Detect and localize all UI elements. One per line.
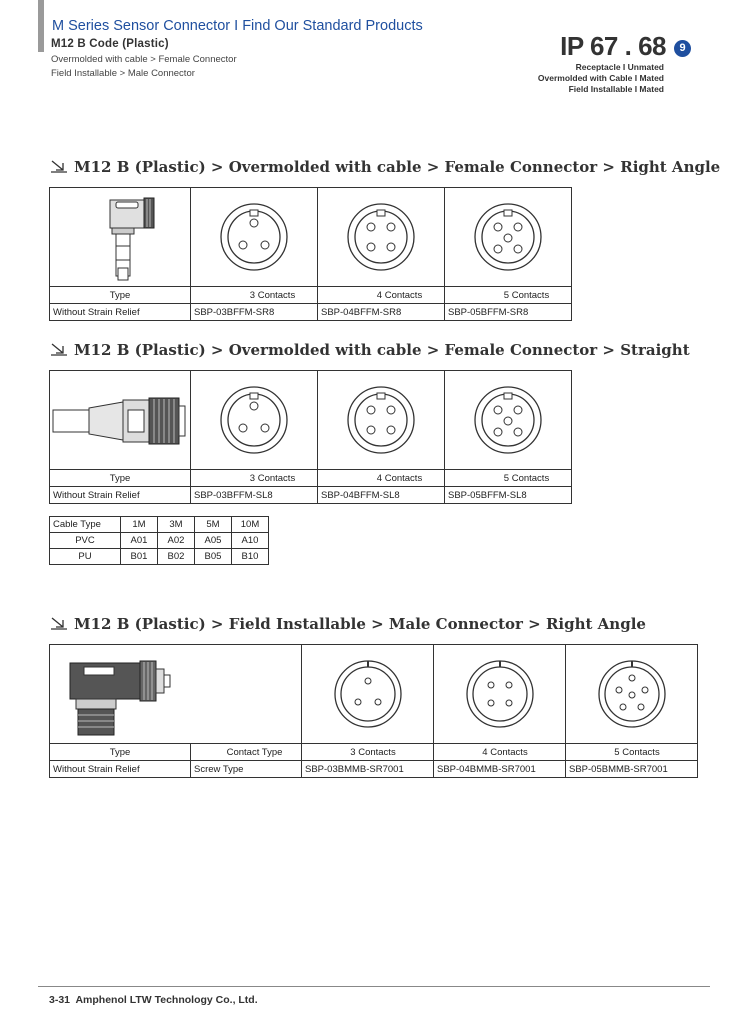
connector-image-cell [50,371,191,470]
page-number: 3-31 [49,994,71,1006]
pin-layout-cell [302,645,434,744]
table-row [50,549,269,565]
part-number: SBP-04BFFM-SL8 [318,487,445,504]
cable-code: B01 [121,549,158,565]
column-header: Type [50,470,191,487]
part-number: SBP-04BFFM-SR8 [318,304,445,321]
pin-layout-cell [318,371,445,470]
part-number: SBP-03BFFM-SR8 [191,304,318,321]
breadcrumb-overmolded: Overmolded with cable > Female Connector [51,54,237,65]
column-header: 3 Contacts [191,287,318,304]
pin-layout-cell [191,371,318,470]
cable-code: A02 [158,533,195,549]
product-table [49,370,572,504]
product-table [49,187,572,321]
right-angle-female-connector-icon [70,190,170,284]
part-number: SBP-04BMMB-SR7001 [434,761,566,778]
5-contact-female-face-icon [472,201,544,273]
header-accent-bar [38,0,44,52]
company-name: Amphenol LTW Technology Co., Ltd. [75,994,258,1006]
column-header: 4 Contacts [318,470,445,487]
connector-image-cell [50,645,302,744]
column-header: 4 Contacts [434,744,566,761]
column-header: 1M [121,517,158,533]
section-title-text: M12 B (Plastic) > Overmolded with cable > Female Connector > Straight [74,341,690,359]
part-number: SBP-05BFFM-SL8 [445,487,572,504]
5-contact-female-face-icon [472,384,544,456]
column-header: 3 Contacts [191,470,318,487]
section-title [50,341,690,359]
row-type: Without Strain Relief [50,487,191,504]
row-type: Without Strain Relief [50,761,191,778]
3-contact-female-face-icon [218,201,290,273]
table-row [50,304,572,321]
table-row [50,533,269,549]
contact-type: Screw Type [191,761,302,778]
pin-layout-cell [445,188,572,287]
arrow-down-right-icon [50,342,68,356]
cable-code: B02 [158,549,195,565]
table-header-row [50,470,572,487]
column-header: 3 Contacts [302,744,434,761]
column-header: 5M [195,517,232,533]
cable-code: B05 [195,549,232,565]
cable-code: A05 [195,533,232,549]
column-header: Type [50,744,191,761]
straight-female-connector-icon [51,390,189,450]
part-number: SBP-05BMMB-SR7001 [566,761,698,778]
table-row [50,487,572,504]
footer-divider [38,986,710,987]
row-type: Without Strain Relief [50,304,191,321]
pin-layout-cell [566,645,698,744]
table-header-row [50,744,698,761]
column-header: Contact Type [191,744,302,761]
cable-length-table [49,516,269,565]
section-title-text: M12 B (Plastic) > Overmolded with cable > Female Connector > Right Angle [74,158,721,176]
page-subtitle: M12 B Code (Plastic) [51,38,169,50]
table-row [50,761,698,778]
part-number: SBP-03BFFM-SL8 [191,487,318,504]
3-contact-male-face-icon [332,658,404,730]
ip-note: Field Installable I Mated [568,84,664,94]
pin-layout-cell [445,371,572,470]
column-header: 3M [158,517,195,533]
5-contact-male-face-icon [596,658,668,730]
4-contact-male-face-icon [464,658,536,730]
cable-code: B10 [232,549,269,565]
breadcrumb-field-installable: Field Installable > Male Connector [51,68,195,79]
table-header-row [50,287,572,304]
footer [49,994,258,1006]
section-title [50,615,646,633]
section-title [50,158,720,176]
cable-type: PVC [50,533,121,549]
pin-layout-cell [318,188,445,287]
product-table [49,644,698,778]
section-title-text: M12 B (Plastic) > Field Installable > Male Connector > Right Angle [74,615,646,633]
table-header-row [50,517,269,533]
column-header: Type [50,287,191,304]
cable-code: A10 [232,533,269,549]
connector-image-cell [50,188,191,287]
right-angle-male-connector-icon [60,649,180,739]
4-contact-female-face-icon [345,201,417,273]
column-header: 5 Contacts [445,287,572,304]
ip-note: Overmolded with Cable I Mated [537,73,664,83]
arrow-down-right-icon [50,616,68,630]
ip-badge: 9 [674,40,691,57]
arrow-down-right-icon [50,159,68,173]
column-header: 4 Contacts [318,287,445,304]
3-contact-female-face-icon [218,384,290,456]
column-header: 10M [232,517,269,533]
column-header: 5 Contacts [445,470,572,487]
ip-rating: IP 67 . 68 [560,31,666,61]
page-title: M Series Sensor Connector I Find Our Standard Products [52,18,423,34]
ip-note: Receptacle I Unmated [575,62,664,72]
pin-layout-cell [191,188,318,287]
cable-code: A01 [121,533,158,549]
cable-type: PU [50,549,121,565]
part-number: SBP-05BFFM-SR8 [445,304,572,321]
part-number: SBP-03BMMB-SR7001 [302,761,434,778]
column-header: 5 Contacts [566,744,698,761]
column-header: Cable Type [50,517,121,533]
pin-layout-cell [434,645,566,744]
4-contact-female-face-icon [345,384,417,456]
